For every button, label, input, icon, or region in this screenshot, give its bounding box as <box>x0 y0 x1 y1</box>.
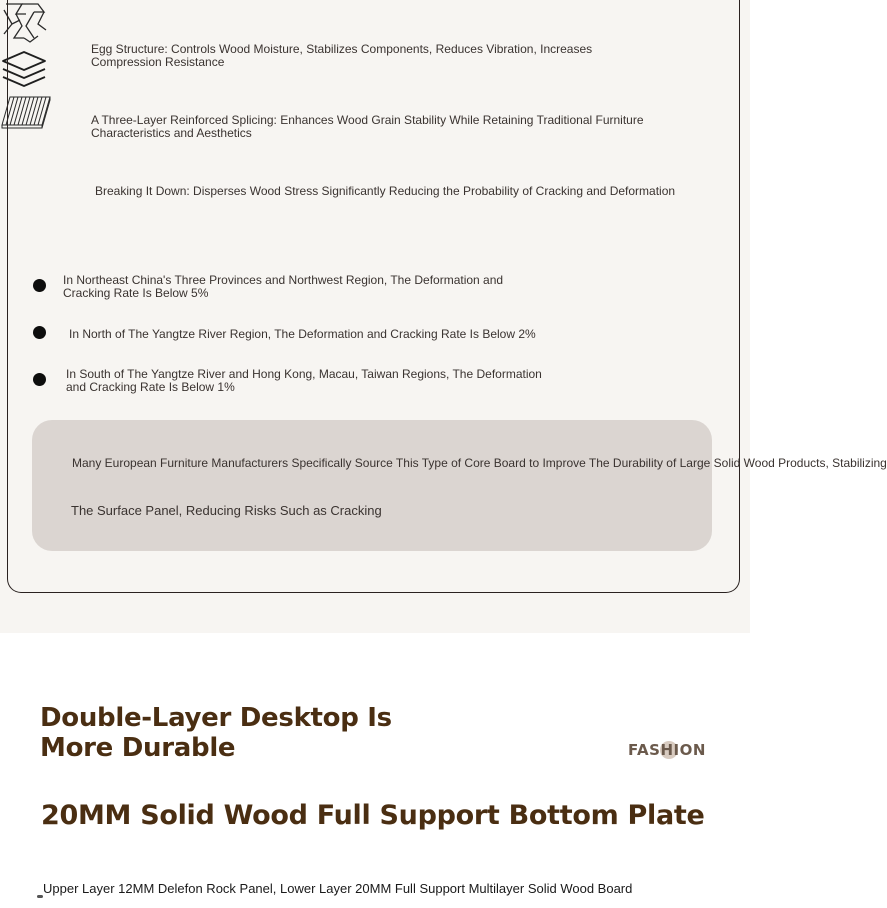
fashion-badge: FASHION <box>628 741 706 759</box>
note-line: Many European Furniture Manufacturers Specifically Source This Type of Core Board to Improve The Durability of Large Solid Wood Products, Stabilizing <box>72 456 887 470</box>
feature-text: Breaking It Down: Disperses Wood Stress Significantly Reducing the Probability of Cracking and Deformation <box>95 184 676 198</box>
note-box <box>32 420 887 551</box>
section-subheading: 20MM Solid Wood Full Support Bottom Plate <box>41 800 705 831</box>
section-description: Upper Layer 12MM Delefon Rock Panel, Lower Layer 20MM Full Support Multilayer Solid Wood Board <box>43 881 633 896</box>
stat-text: In North of The Yangtze River Region, The Deformation and Cracking Rate Is Below 2% <box>69 327 536 341</box>
feature-text: A Three-Layer Reinforced Splicing: Enhances Wood Grain Stability While Retaining Traditional Furniture Characteristics and Aesthetics <box>91 113 644 140</box>
bullet-dot <box>33 326 46 339</box>
stat-text: In South of The Yangtze River and Hong Kong, Macau, Taiwan Regions, The Deformation and Cracking Rate Is Below 1% <box>66 367 542 394</box>
note-line: The Surface Panel, Reducing Risks Such as Cracking <box>71 503 382 518</box>
feature-text: Egg Structure: Controls Wood Moisture, Stabilizes Components, Reduces Vibration, Increases Compression Resistance <box>91 42 593 69</box>
bullet-dot <box>33 279 46 292</box>
bullet-dot <box>33 373 46 386</box>
section-heading: Double-Layer Desktop Is More Durable <box>40 703 392 763</box>
stat-text: In Northeast China's Three Provinces and Northwest Region, The Deformation and Cracking Rate Is Below 5% <box>63 273 504 300</box>
